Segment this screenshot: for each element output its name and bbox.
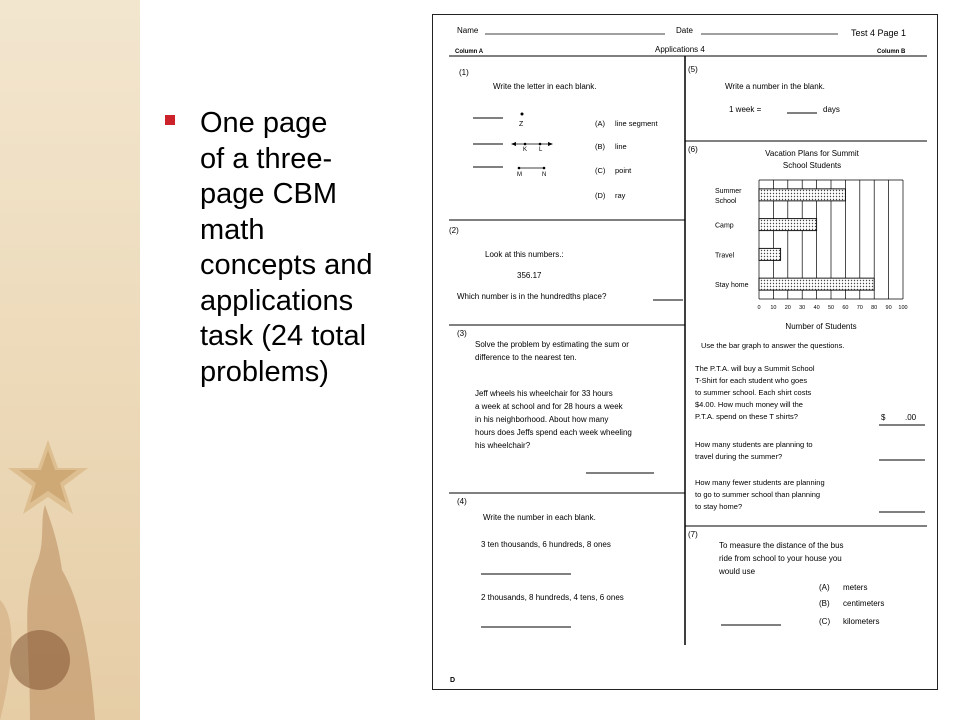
chart-category-label: School — [715, 197, 737, 205]
question-number: (1) — [459, 68, 469, 77]
star-figure-illustration — [0, 0, 140, 720]
decorative-band — [0, 0, 140, 720]
segment-point — [543, 167, 546, 170]
chart-bar — [759, 219, 817, 231]
q2-number: 356.17 — [517, 271, 542, 280]
q4-instruction: Write the number in each blank. — [483, 513, 596, 522]
option-letter: (B) — [595, 142, 605, 151]
chart-category-label: Summer — [715, 187, 742, 195]
question-2 — [449, 226, 683, 301]
date-label: Date — [676, 26, 693, 35]
test-page-svg — [433, 15, 937, 689]
q6-text-line: P.T.A. spend on these T shirts? — [695, 412, 798, 421]
name-label: Name — [457, 26, 479, 35]
option-letter: (C) — [819, 617, 831, 626]
line-point — [539, 143, 542, 146]
q3-story-line: hours does Jeffs spend each week wheeling — [475, 428, 632, 437]
q5-unit: days — [823, 105, 840, 114]
chart-bar — [759, 278, 874, 290]
q3-instruction: difference to the nearest ten. — [475, 353, 577, 362]
q6-text-line: T-Shirt for each student who goes — [695, 376, 808, 385]
chart-category-label: Stay home — [715, 282, 749, 290]
option-text: point — [615, 166, 632, 175]
chart-tick-label: 0 — [757, 305, 761, 311]
option-text: ray — [615, 191, 626, 200]
bullet-line: task (24 total — [200, 320, 367, 352]
q4-item: 3 ten thousands, 6 hundreds, 8 ones — [481, 540, 611, 549]
q3-instruction: Solve the problem by estimating the sum or — [475, 340, 629, 349]
option-letter: (B) — [819, 599, 830, 608]
vacation-bar-chart — [715, 180, 908, 311]
column-b-label: Column B — [877, 49, 906, 55]
option-letter: (A) — [819, 583, 830, 592]
bullet-line: concepts and — [200, 249, 373, 281]
chart-category-label: Travel — [715, 252, 735, 260]
chart-tick-label: 70 — [856, 305, 863, 311]
question-5 — [688, 65, 840, 114]
chart-tick-label: 100 — [898, 305, 908, 311]
q6-text-line: How many students are planning to — [695, 440, 813, 449]
question-number: (6) — [688, 145, 698, 154]
option-letter: (C) — [595, 166, 606, 175]
question-number: (3) — [457, 329, 467, 338]
bullet-line: math — [200, 213, 265, 246]
figure-label: Z — [519, 121, 524, 128]
q2-line: Look at this numbers.: — [485, 250, 564, 259]
option-text: meters — [843, 583, 868, 592]
footer-letter: D — [450, 677, 456, 684]
option-text: line segment — [615, 119, 658, 128]
q6-text-line: travel during the summer? — [695, 452, 783, 461]
q6-text-line: to go to summer school than planning — [695, 490, 821, 499]
chart-tick-label: 50 — [827, 305, 835, 311]
chart-tick-label: 80 — [871, 305, 878, 311]
bullet-line: One page — [200, 107, 328, 139]
q7-line: ride from school to your house you — [719, 554, 842, 563]
question-number: (5) — [688, 65, 698, 74]
line-point — [524, 143, 527, 146]
bullet-line: page CBM — [200, 178, 338, 210]
q5-equation: 1 week = — [729, 105, 762, 114]
chart-tick-label: 60 — [842, 305, 849, 311]
point-mark — [521, 113, 524, 116]
dollar-sign: $ — [881, 413, 886, 422]
chart-bar — [759, 248, 781, 260]
question-6 — [688, 145, 925, 512]
figure-label: N — [542, 172, 547, 178]
option-letter: (D) — [595, 191, 606, 200]
chart-category-label: Camp — [715, 222, 734, 230]
q4-item: 2 thousands, 8 hundreds, 4 tens, 6 ones — [481, 593, 624, 602]
chart-tick-label: 40 — [813, 305, 820, 311]
figure-label: K — [523, 147, 528, 153]
test-page-label: Test 4 Page 1 — [851, 28, 907, 38]
chart-tick-label: 30 — [799, 305, 806, 311]
chart-x-label: Number of Students — [785, 322, 857, 331]
arrowhead — [548, 142, 553, 146]
bullet-line: problems) — [200, 355, 329, 388]
chart-bar — [759, 189, 845, 201]
question-3 — [457, 329, 654, 473]
q6-text-line: The P.T.A. will buy a Summit School — [695, 364, 815, 373]
question-number: (4) — [457, 497, 467, 506]
q1-instruction: Write the letter in each blank. — [493, 82, 597, 91]
cents-label: .00 — [905, 413, 917, 422]
q3-story-line: his wheelchair? — [475, 441, 531, 450]
figure-label: L — [539, 147, 543, 153]
q3-story-line: in his neighborhood. About how many — [475, 415, 609, 424]
question-7 — [688, 530, 884, 626]
chart-title-line: Vacation Plans for Summit — [765, 149, 859, 158]
q5-instruction: Write a number in the blank. — [725, 82, 825, 91]
option-text: line — [615, 142, 627, 151]
q6-text-line: to summer school. Each shirt costs — [695, 388, 812, 397]
chart-tick-label: 10 — [770, 305, 777, 311]
question-number: (7) — [688, 530, 698, 539]
bullet-line: applications — [200, 284, 354, 317]
q7-line: would use — [719, 567, 756, 576]
q2-question: Which number is in the hundredths place? — [457, 292, 607, 301]
question-number: (2) — [449, 226, 459, 235]
q3-story-line: a week at school and for 28 hours a week — [475, 402, 623, 411]
question-1 — [459, 68, 658, 200]
chart-title-line: School Students — [782, 161, 842, 170]
q6-text-line: to stay home? — [695, 502, 743, 511]
bullet-marker — [165, 115, 175, 125]
arrowhead — [511, 142, 516, 146]
test-page-image — [432, 14, 938, 690]
q7-line: To measure the distance of the bus — [719, 541, 844, 550]
q6-text-line: How many fewer students are planning — [695, 478, 825, 487]
question-4 — [457, 497, 624, 627]
bullet-line: of a three- — [200, 142, 333, 175]
segment-point — [518, 167, 521, 170]
option-text: centimeters — [843, 599, 885, 608]
column-a-label: Column A — [455, 49, 484, 55]
test-title: Applications 4 — [655, 45, 705, 54]
option-letter: (A) — [595, 119, 605, 128]
q6-text-line: $4.00. How much money will the — [695, 400, 803, 409]
figure-label: M — [517, 172, 522, 178]
q6-instruction: Use the bar graph to answer the questions. — [701, 341, 845, 350]
q3-story-line: Jeff wheels his wheelchair for 33 hours — [475, 389, 613, 398]
chart-tick-label: 90 — [885, 305, 892, 311]
chart-tick-label: 20 — [784, 305, 791, 311]
bullet-text — [200, 106, 440, 390]
option-text: kilometers — [843, 617, 880, 626]
